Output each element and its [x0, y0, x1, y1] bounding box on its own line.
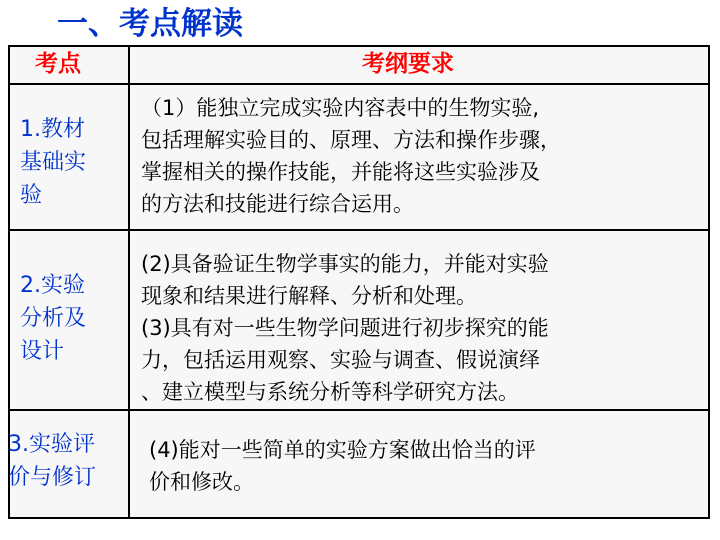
requirement-line: （1）能独立完成实验内容表中的生物实验, [141, 96, 540, 120]
topic-line: 价与修订 [8, 465, 97, 490]
requirement-line: (3)具有对一些生物学问题进行初步探究的能 [141, 316, 549, 340]
topic-line: 1.教材 [20, 117, 85, 142]
requirement-line: (2)具备验证生物学事实的能力，并能对实验 [141, 252, 549, 276]
page-title: 一、考点解读 [57, 6, 243, 42]
requirement-line: 现象和结果进行解释、分析和处理。 [141, 284, 477, 308]
column-divider [128, 47, 130, 517]
row-divider-1 [10, 229, 708, 231]
topic-line: 2.实验 [20, 273, 85, 298]
row-1-topic [20, 113, 86, 212]
header-syllabus-requirement: 考纲要求 [362, 51, 454, 77]
topic-line: 基础实 [20, 150, 87, 175]
requirement-line: (4)能对一些简单的实验方案做出恰当的评 [149, 438, 536, 462]
header-exam-point: 考点 [35, 51, 81, 77]
topic-line: 分析及 [20, 306, 87, 331]
topic-line: 3.实验评 [8, 432, 95, 457]
requirement-line: 的方法和技能进行综合运用。 [141, 192, 414, 216]
requirement-line: 力，包括运用观察、实验与调查、假说演绎 [141, 348, 540, 372]
row-divider-2 [10, 409, 708, 411]
header-divider [10, 83, 708, 85]
topic-line: 验 [20, 183, 43, 208]
row-3-topic [8, 428, 96, 494]
row-2-topic [20, 269, 86, 368]
requirement-line: 、建立模型与系统分析等科学研究方法。 [141, 380, 519, 404]
exam-points-table [8, 45, 710, 519]
requirement-line: 价和修改。 [149, 470, 254, 494]
requirement-line: 掌握相关的操作技能，并能将这些实验涉及 [141, 160, 540, 184]
row-3-requirement [149, 434, 536, 498]
requirement-line: 包括理解实验目的、原理、方法和操作步骤， [141, 128, 561, 152]
row-2-requirement [141, 248, 549, 408]
topic-line: 设计 [20, 339, 65, 364]
row-1-requirement [141, 92, 561, 220]
